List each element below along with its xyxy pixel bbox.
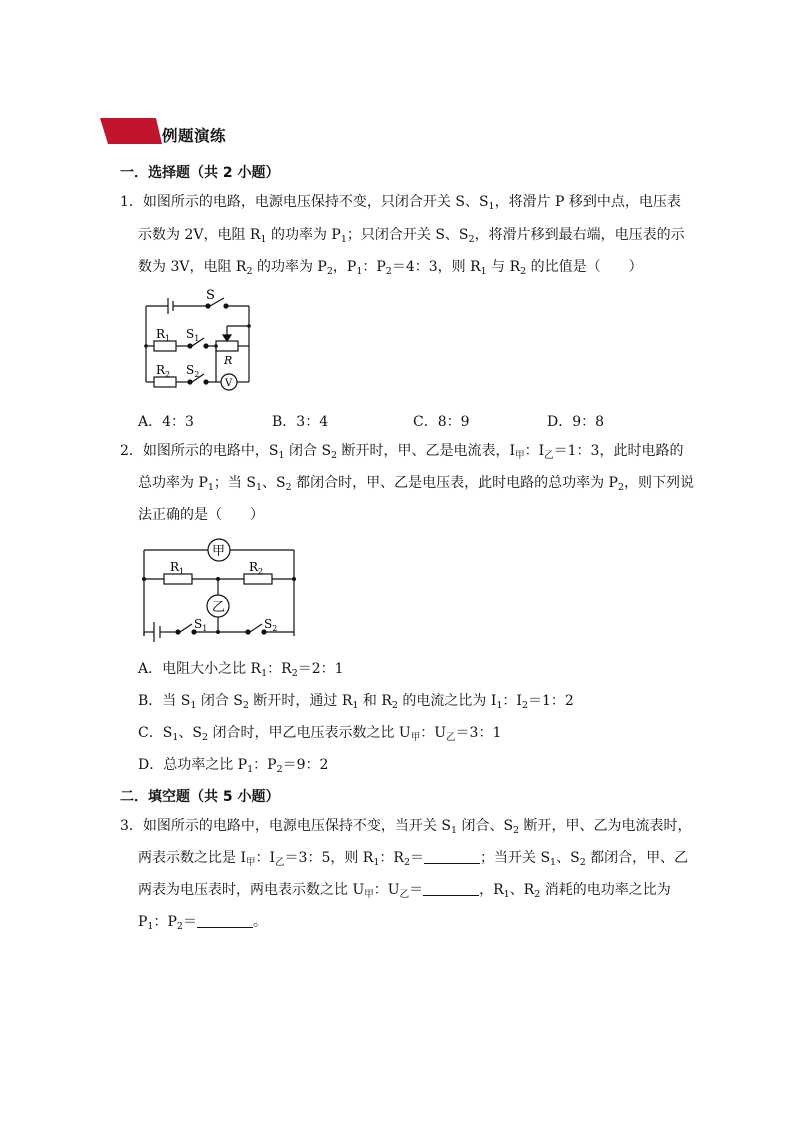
s2-label: $S_2$	[186, 363, 200, 379]
q1-line2: 示数为 2V，电阻 $R_1$ 的功率为 $P_1$；只闭合开关 S、$S_2$，将滑片移到最右端，电压表的示	[138, 227, 685, 245]
q3-line4: $P_1$：$P_2=$ 。	[138, 914, 267, 932]
s2-label: $S_2$	[264, 617, 278, 633]
meter-jia-label: 甲	[212, 544, 226, 559]
voltmeter-label: V	[225, 378, 233, 389]
q3-line1: 3．如图所示的电路中，电源电压保持不变，当开关 $S_1$ 闭合、$S_2$ 断开，甲、乙为电流表时，	[120, 818, 692, 836]
q2-choice-a[interactable]: A．电阻大小之比 $R_1$：$R_2=2$：1	[138, 661, 344, 679]
q3-line3: 两表为电压表时，两电表示数之比 $U_甲$：$U_乙=$ ，$R_1$、$R_2$ 消耗的电功率之比为	[138, 882, 671, 900]
section-heading: 例题演练	[162, 127, 227, 145]
q2-line3: 法正确的是（ ）	[138, 507, 264, 523]
r2-label: $R_2$	[156, 363, 171, 379]
q1-choice-d[interactable]: D．9：8	[547, 414, 605, 430]
rheostat-r-label: R	[224, 354, 233, 367]
answer-blank-1[interactable]	[424, 849, 480, 864]
q2-choice-b[interactable]: B．当 $S_1$ 闭合 $S_2$ 断开时，通过 $R_1$ 和 $R_2$ 的电流之比为 $I_1$：$I_2=1$：2	[138, 693, 574, 711]
q2-choice-c[interactable]: C．$S_1$、$S_2$ 闭合时，甲乙电压表示数之比 $U_甲$：$U_乙=3$：1	[138, 725, 502, 743]
r2-label: $R_2$	[249, 560, 264, 576]
answer-blank-2[interactable]	[423, 881, 479, 896]
section1-title: 一．选择题（共 2 小题）	[120, 165, 280, 181]
r1-label: $R_1$	[170, 560, 185, 576]
header-banner-shape	[100, 118, 162, 144]
q1-line1: 1．如图所示的电路，电源电压保持不变，只闭合开关 S、$S_1$，将滑片 P 移到中点，电压表	[120, 194, 681, 212]
q1-choice-b[interactable]: B．3：4	[272, 414, 329, 430]
q1-line3: 数为 3V，电阻 $R_2$ 的功率为 $P_2$，$P_1$：$P_2=4$：3，则 $R_1$ 与 $R_2$ 的比值是（ ）	[138, 259, 643, 277]
q2-line2: 总功率为 $P_1$；当 $S_1$、$S_2$ 都闭合时，甲、乙是电压表，此时电路的总功率为 $P_2$，则下列说	[138, 475, 695, 493]
meter-yi-label: 乙	[212, 600, 226, 615]
q1-choice-a[interactable]: A．4：3	[138, 414, 194, 430]
q2-line1: 2．如图所示的电路中，$S_1$ 闭合 $S_2$ 断开时，甲、乙是电流表，$I_甲$：$I_乙=1$：3，此时电路的	[120, 443, 684, 461]
s1-label: $S_1$	[186, 327, 200, 343]
q2-choice-d[interactable]: D．总功率之比 $P_1$：$P_2=9$：2	[138, 757, 329, 775]
q1-circuit-diagram	[136, 286, 266, 396]
q2-circuit-diagram	[136, 536, 306, 644]
r1-label: $R_1$	[156, 327, 171, 343]
answer-blank-3[interactable]	[197, 913, 253, 928]
s1-label: $S_1$	[194, 617, 208, 633]
switch-s-label: S	[206, 288, 215, 303]
q3-line2: 两表示数之比是 $I_甲$：$I_乙=3$：5，则 $R_1$：$R_2=$ ；当开关 $S_1$、$S_2$ 都闭合，甲、乙	[138, 850, 689, 868]
q1-choice-c[interactable]: C．8：9	[413, 414, 470, 430]
section2-title: 二．填空题（共 5 小题）	[120, 789, 280, 805]
